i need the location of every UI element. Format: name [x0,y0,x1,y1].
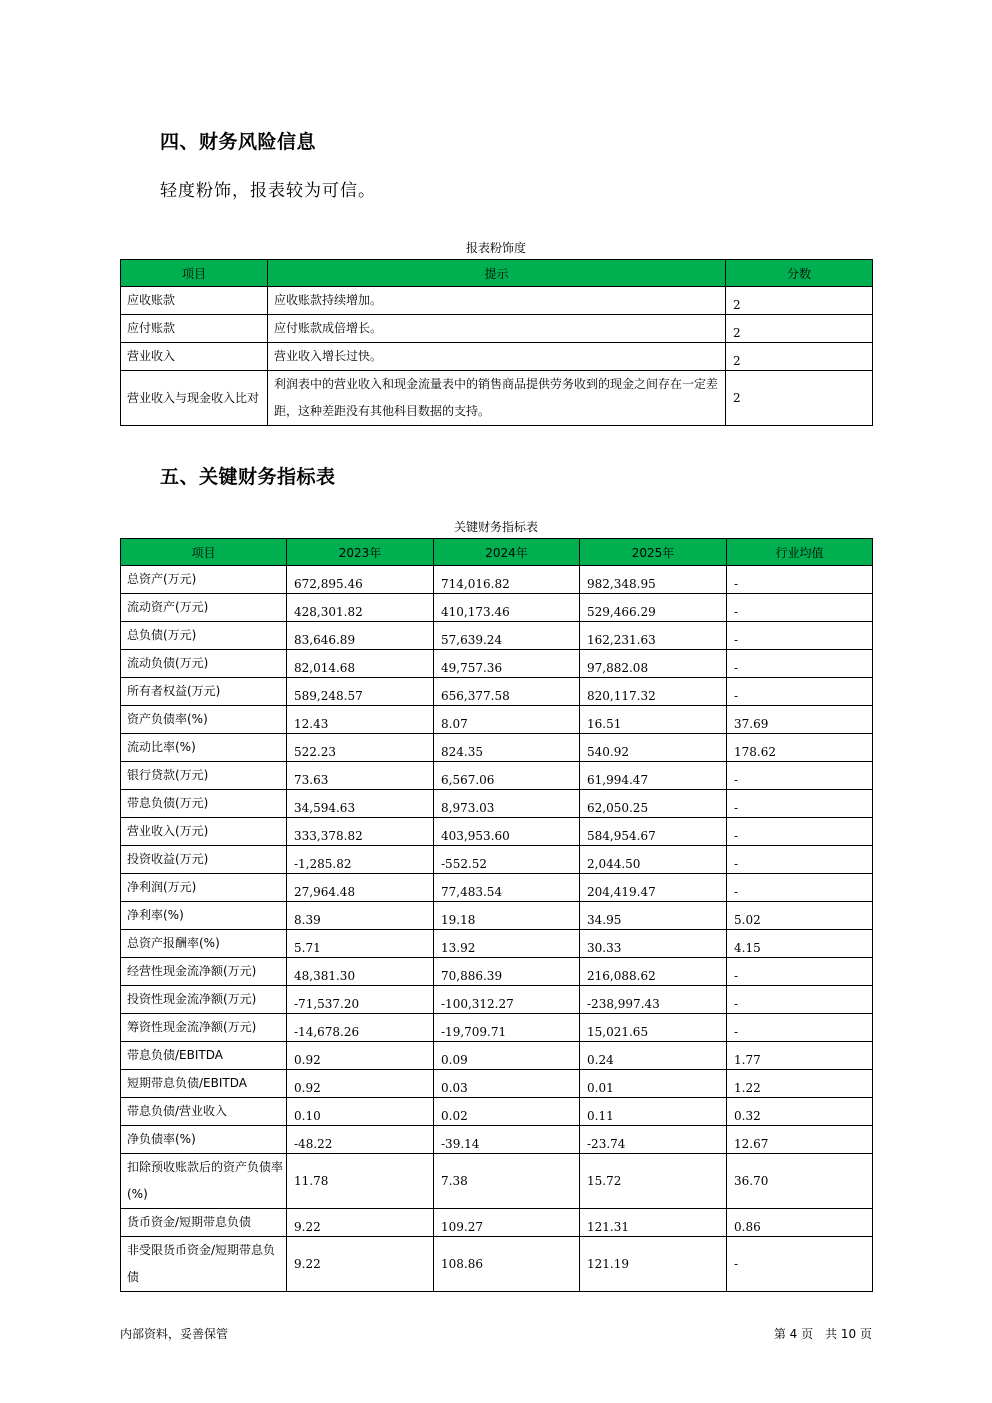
value-2023-cell: 5.71 [287,930,434,958]
col-header-item: 项目 [121,539,287,566]
value-2024-cell: -39.14 [434,1126,580,1154]
value-2023-cell: 0.92 [287,1042,434,1070]
item-cell: 营业收入(万元) [121,818,287,846]
item-cell: 银行贷款(万元) [121,762,287,790]
industry-avg-cell: 178.62 [727,734,873,762]
col-header-2025: 2025年 [580,539,727,566]
industry-avg-cell: 5.02 [727,902,873,930]
value-2023-cell: -71,537.20 [287,986,434,1014]
value-2024-cell: 108.86 [434,1237,580,1292]
value-2023-cell: 333,378.82 [287,818,434,846]
indicator-table-caption: 关键财务指标表 [453,520,538,534]
value-2025-cell: 34.95 [580,902,727,930]
value-2025-cell: 97,882.08 [580,650,727,678]
industry-avg-cell: - [727,594,873,622]
value-2023-cell: 34,594.63 [287,790,434,818]
industry-avg-cell: - [727,790,873,818]
table-row [121,622,873,650]
item-cell: 净利润(万元) [121,874,287,902]
value-2024-cell: 6,567.06 [434,762,580,790]
value-2023-cell: 48,381.30 [287,958,434,986]
item-cell: 带息负债(万元) [121,790,287,818]
value-2023-cell: -1,285.82 [287,846,434,874]
value-2024-cell: 19.18 [434,902,580,930]
score-cell: 2 [726,315,873,343]
item-cell: 营业收入 [121,343,268,371]
table-row [121,1237,873,1292]
value-2025-cell: 162,231.63 [580,622,727,650]
risk-conclusion: 轻度粉饰，报表较为可信。 [160,181,376,201]
value-2024-cell: 7.38 [434,1154,580,1209]
table-row [121,1209,873,1237]
value-2023-cell: 11.78 [287,1154,434,1209]
industry-avg-cell: 12.67 [727,1126,873,1154]
col-header-2023: 2023年 [287,539,434,566]
value-2024-cell: 656,377.58 [434,678,580,706]
item-cell: 筹资性现金流净额(万元) [121,1014,287,1042]
col-header-item: 项目 [121,260,268,287]
value-2025-cell: 30.33 [580,930,727,958]
item-cell: 总负债(万元) [121,622,287,650]
value-2024-cell: 0.03 [434,1070,580,1098]
footer-page-number: 第 4 页 共 10 页 [773,1327,872,1341]
table-row [121,566,873,594]
value-2025-cell: 16.51 [580,706,727,734]
table-row [121,1098,873,1126]
value-2023-cell: 27,964.48 [287,874,434,902]
score-cell: 2 [726,287,873,315]
item-cell: 货币资金/短期带息负债 [121,1209,287,1237]
whitewash-table-caption: 报表粉饰度 [465,241,526,255]
value-2024-cell: 410,173.46 [434,594,580,622]
value-2024-cell: 8,973.03 [434,790,580,818]
table-row [121,1014,873,1042]
value-2024-cell: 714,016.82 [434,566,580,594]
industry-avg-cell: - [727,622,873,650]
value-2023-cell: 589,248.57 [287,678,434,706]
item-cell: 经营性现金流净额(万元) [121,958,287,986]
industry-avg-cell: - [727,986,873,1014]
value-2025-cell: 61,994.47 [580,762,727,790]
table-row [121,1154,873,1209]
col-header-hint: 提示 [268,260,726,287]
item-cell: 净利率(%) [121,902,287,930]
value-2025-cell: 584,954.67 [580,818,727,846]
section4-heading: 四、财务风险信息 [160,131,317,153]
value-2024-cell: 824.35 [434,734,580,762]
item-cell: 带息负债/EBITDA [121,1042,287,1070]
table-row [121,734,873,762]
table-row [121,706,873,734]
table-row [121,594,873,622]
industry-avg-cell: 36.70 [727,1154,873,1209]
value-2023-cell: 12.43 [287,706,434,734]
table-row [121,818,873,846]
value-2023-cell: 522.23 [287,734,434,762]
value-2023-cell: -14,678.26 [287,1014,434,1042]
value-2023-cell: 672,895.46 [287,566,434,594]
item-cell: 总资产(万元) [121,566,287,594]
value-2024-cell: -19,709.71 [434,1014,580,1042]
industry-avg-cell: 0.32 [727,1098,873,1126]
value-2025-cell: 820,117.32 [580,678,727,706]
value-2024-cell: -100,312.27 [434,986,580,1014]
section5-heading: 五、关键财务指标表 [160,466,336,488]
industry-avg-cell: - [727,818,873,846]
value-2023-cell: 9.22 [287,1209,434,1237]
item-cell: 营业收入与现金收入比对 [121,371,268,426]
table-row [121,650,873,678]
hint-cell: 利润表中的营业收入和现金流量表中的销售商品提供劳务收到的现金之间存在一定差距，这种差距没有其他科目数据的支持。 [268,371,726,426]
industry-avg-cell: - [727,762,873,790]
industry-avg-cell: 37.69 [727,706,873,734]
item-cell: 流动比率(%) [121,734,287,762]
value-2023-cell: 428,301.82 [287,594,434,622]
value-2025-cell: 0.11 [580,1098,727,1126]
value-2024-cell: -552.52 [434,846,580,874]
col-header-industry-avg: 行业均值 [727,539,873,566]
col-header-score: 分数 [726,260,873,287]
table-row [121,315,873,343]
indicator-table [120,538,873,1292]
item-cell: 资产负债率(%) [121,706,287,734]
value-2023-cell: 82,014.68 [287,650,434,678]
industry-avg-cell: - [727,1237,873,1292]
item-cell: 流动负债(万元) [121,650,287,678]
col-header-2024: 2024年 [434,539,580,566]
item-cell: 带息负债/营业收入 [121,1098,287,1126]
industry-avg-cell: 1.77 [727,1042,873,1070]
value-2024-cell: 0.02 [434,1098,580,1126]
value-2025-cell: 204,419.47 [580,874,727,902]
value-2023-cell: -48.22 [287,1126,434,1154]
item-cell: 应付账款 [121,315,268,343]
value-2025-cell: 0.24 [580,1042,727,1070]
industry-avg-cell: - [727,874,873,902]
table-row [121,343,873,371]
item-cell: 净负债率(%) [121,1126,287,1154]
item-cell: 扣除预收账款后的资产负债率(%) [121,1154,287,1209]
value-2023-cell: 8.39 [287,902,434,930]
table-row [121,846,873,874]
table-row [121,902,873,930]
value-2025-cell: 2,044.50 [580,846,727,874]
table-row [121,1126,873,1154]
item-cell: 投资收益(万元) [121,846,287,874]
value-2025-cell: 982,348.95 [580,566,727,594]
value-2024-cell: 70,886.39 [434,958,580,986]
value-2025-cell: 62,050.25 [580,790,727,818]
table-row [121,371,873,426]
table-row [121,678,873,706]
value-2025-cell: 529,466.29 [580,594,727,622]
value-2025-cell: -23.74 [580,1126,727,1154]
industry-avg-cell: - [727,846,873,874]
item-cell: 流动资产(万元) [121,594,287,622]
industry-avg-cell: 0.86 [727,1209,873,1237]
score-cell: 2 [726,371,873,426]
value-2024-cell: 8.07 [434,706,580,734]
item-cell: 短期带息负债/EBITDA [121,1070,287,1098]
hint-cell: 应收账款持续增加。 [268,287,726,315]
industry-avg-cell: - [727,1014,873,1042]
value-2024-cell: 0.09 [434,1042,580,1070]
table-row [121,986,873,1014]
value-2023-cell: 0.10 [287,1098,434,1126]
value-2025-cell: 0.01 [580,1070,727,1098]
item-cell: 非受限货币资金/短期带息负债 [121,1237,287,1292]
item-cell: 投资性现金流净额(万元) [121,986,287,1014]
industry-avg-cell: 4.15 [727,930,873,958]
hint-cell: 营业收入增长过快。 [268,343,726,371]
value-2025-cell: 15,021.65 [580,1014,727,1042]
table-row [121,930,873,958]
table-row [121,762,873,790]
value-2024-cell: 403,953.60 [434,818,580,846]
table-row [121,958,873,986]
table-row [121,287,873,315]
item-cell: 总资产报酬率(%) [121,930,287,958]
table-row [121,874,873,902]
value-2025-cell: 540.92 [580,734,727,762]
table-row [121,790,873,818]
whitewash-table [120,259,873,426]
footer-confidential: 内部资料，妥善保管 [120,1327,229,1341]
value-2025-cell: 216,088.62 [580,958,727,986]
score-cell: 2 [726,343,873,371]
value-2023-cell: 9.22 [287,1237,434,1292]
industry-avg-cell: - [727,566,873,594]
industry-avg-cell: - [727,958,873,986]
industry-avg-cell: - [727,650,873,678]
value-2023-cell: 83,646.89 [287,622,434,650]
industry-avg-cell: - [727,678,873,706]
value-2024-cell: 77,483.54 [434,874,580,902]
value-2024-cell: 49,757.36 [434,650,580,678]
value-2025-cell: 121.19 [580,1237,727,1292]
value-2023-cell: 73.63 [287,762,434,790]
value-2024-cell: 109.27 [434,1209,580,1237]
table-row [121,1070,873,1098]
table-row [121,1042,873,1070]
value-2025-cell: -238,997.43 [580,986,727,1014]
value-2025-cell: 121.31 [580,1209,727,1237]
item-cell: 应收账款 [121,287,268,315]
item-cell: 所有者权益(万元) [121,678,287,706]
value-2023-cell: 0.92 [287,1070,434,1098]
industry-avg-cell: 1.22 [727,1070,873,1098]
hint-cell: 应付账款成倍增长。 [268,315,726,343]
value-2024-cell: 13.92 [434,930,580,958]
value-2025-cell: 15.72 [580,1154,727,1209]
value-2024-cell: 57,639.24 [434,622,580,650]
